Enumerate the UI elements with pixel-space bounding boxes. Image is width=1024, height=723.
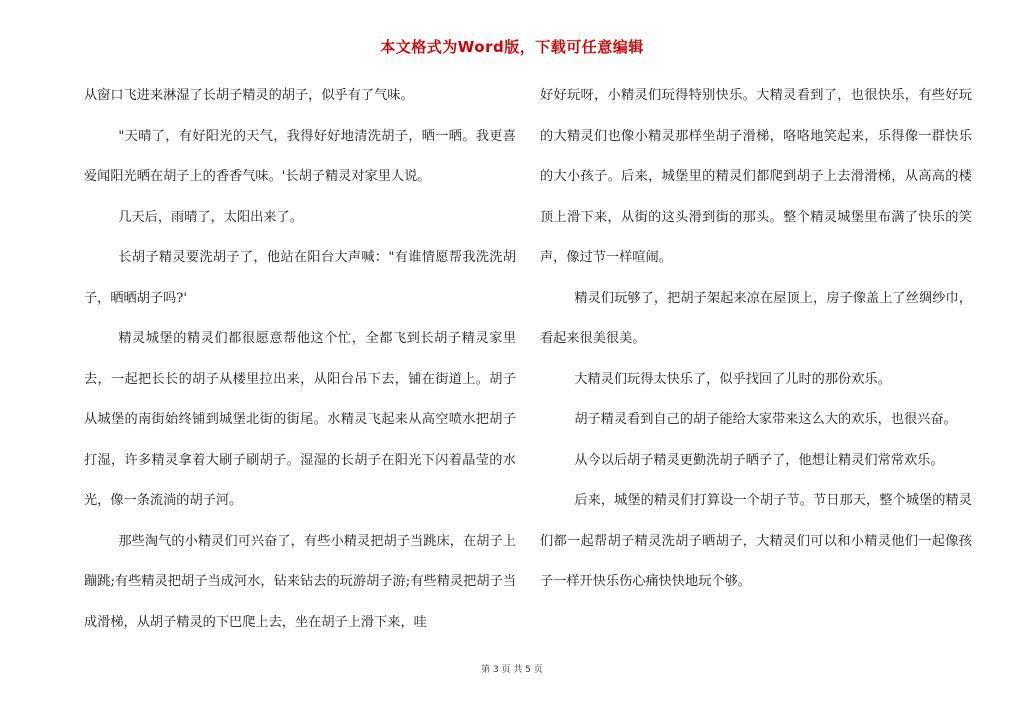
paragraph: 精灵城堡的精灵们都很愿意帮他这个忙，全都飞到长胡子精灵家里去，一起把长长的胡子从楼里拉出来，从阳台吊下去，铺在街道上。胡子从城堡的南街始终铺到城堡北街的街尾。水精灵飞起来从高空喷水把胡子打湿，许多精灵拿着大刷子刷胡子。湿湿的长胡子在阳光下闪着晶莹的水光，像一条流淌的胡子河。 <box>84 331 516 508</box>
paragraph: 精灵们玩够了，把胡子架起来凉在屋顶上，房子像盖上了丝绸纱巾，看起来很美很美。 <box>540 290 972 346</box>
paragraph: 从今以后胡子精灵更勤洗胡子晒子了，他想让精灵们常常欢乐。 <box>574 452 944 468</box>
paragraph: 大精灵们玩得太快乐了，似乎找回了儿时的那份欢乐。 <box>574 371 891 387</box>
paragraph: 胡子精灵看到自己的胡子能给大家带来这么大的欢乐，也很兴奋。 <box>574 412 957 427</box>
right-column <box>540 76 972 603</box>
paragraph: 那些淘气的小精灵们可兴奋了，有些小精灵把胡子当跳床，在胡子上蹦跳;有些精灵把胡子当成河水，钻来钻去的玩游胡子游;有些精灵把胡子当成滑梯，从胡子精灵的下巴爬上去，坐在胡子上滑下来，哇 <box>84 533 516 630</box>
page-number: 第 3 页 共 5 页 <box>481 665 543 675</box>
paragraph: 好好玩呀，小精灵们玩得特别快乐。大精灵看到了，也很快乐，有些好玩的大精灵们也像小精灵那样坐胡子滑梯，咯咯地笑起来，乐得像一群快乐的大小孩子。后来，城堡里的精灵们都爬到胡子上去滑滑梯，从高高的楼顶上滑下来，从街的这头滑到街的那头。整个精灵城堡里布满了快乐的笑声，像过节一样喧闹。 <box>540 88 972 265</box>
paragraph: "天晴了，有好阳光的天气，我得好好地清洗胡子，晒一晒。我更喜爱闻阳光晒在胡子上的香香气味。'长胡子精灵对家里人说。 <box>84 128 516 184</box>
page-header-title: 本文格式为Word版，下载可任意编辑 <box>380 38 644 56</box>
paragraph: 长胡子精灵要洗胡子了，他站在阳台大声喊："有谁情愿帮我洗洗胡子，晒晒胡子吗?' <box>84 250 516 306</box>
left-column <box>84 76 516 643</box>
paragraph: 几天后，雨晴了，太阳出来了。 <box>118 209 303 225</box>
paragraph: 从窗口飞进来淋湿了长胡子精灵的胡子，似乎有了气味。 <box>84 88 414 103</box>
paragraph: 后来，城堡的精灵们打算设一个胡子节。节日那天，整个城堡的精灵们都一起帮胡子精灵洗胡子晒胡子，大精灵们可以和小精灵他们一起像孩子一样开快乐伤心痛快快地玩个够。 <box>540 493 972 589</box>
